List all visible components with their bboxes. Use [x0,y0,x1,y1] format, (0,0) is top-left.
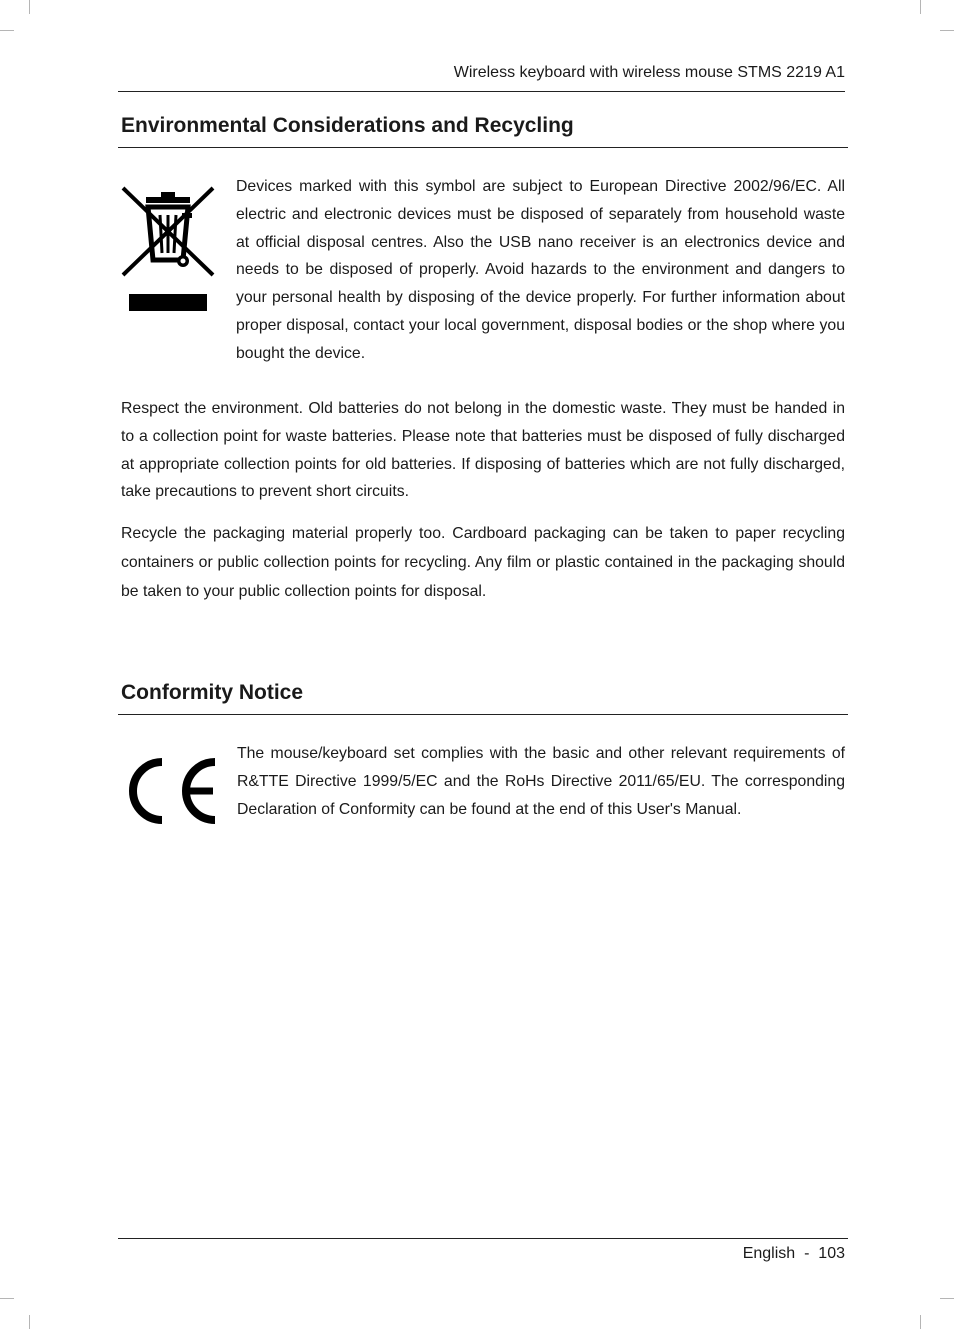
conformity-heading: Conformity Notice [121,681,304,704]
environment-heading: Environmental Considerations and Recycling [121,114,574,137]
batteries-paragraph: Respect the environment. Old batteries do not belong in the domestic waste. They must be handed in to a collection point for waste batteries. Please note that batteries must be disposed of fully discharged at appropriate collection points for old batteries. If disposing of batteries which are not fully discharged, take precautions to prevent short circuits. [121,400,845,501]
crop-mark [920,1315,921,1329]
crop-mark [920,0,921,14]
page-footer [118,1243,845,1265]
footer-rule [118,1238,848,1239]
crop-mark [29,0,30,14]
conformity-heading-rule [118,714,848,715]
page-number: 103 [818,1245,845,1262]
crop-mark [0,30,14,31]
weee-paragraph: Devices marked with this symbol are subject to European Directive 2002/96/EC. All electric and electronic devices must be disposed of separately from household waste at official disposal centres. Also the USB nano receiver is an electronics device and needs to be disposed of properly. Avoid hazards to the environment and dangers to your personal health by disposing of the device properly. For further information about proper disposal, contact your local government, disposal bodies or the shop where you bought the device. [236,178,845,362]
footer-separator: - [804,1245,810,1262]
environment-heading-rule [118,147,848,148]
crop-mark [940,1298,954,1299]
crossed-out-wheelie-bin-icon [120,183,216,315]
header-rule [118,91,845,92]
ce-mark-icon [124,757,220,825]
crop-mark [29,1315,30,1329]
conformity-paragraph: The mouse/keyboard set complies with the basic and other relevant requirements of R&TTE Directive 1999/5/EC and the RoHs Directive 2011/65/EU. The corresponding Declaration of Conformity can be found at the end of this User's Manual. [237,745,845,818]
crop-mark [940,30,954,31]
footer-language: English [742,1245,796,1262]
crop-mark [0,1298,14,1299]
packaging-paragraph: Recycle the packaging material properly too. Cardboard packaging can be taken to paper recycling containers or public collection points for recycling. Any film or plastic contained in the packaging should be taken to your public collection points for disposal. [121,525,845,600]
running-header-title: Wireless keyboard with wireless mouse STMS 2219 A1 [453,64,845,81]
